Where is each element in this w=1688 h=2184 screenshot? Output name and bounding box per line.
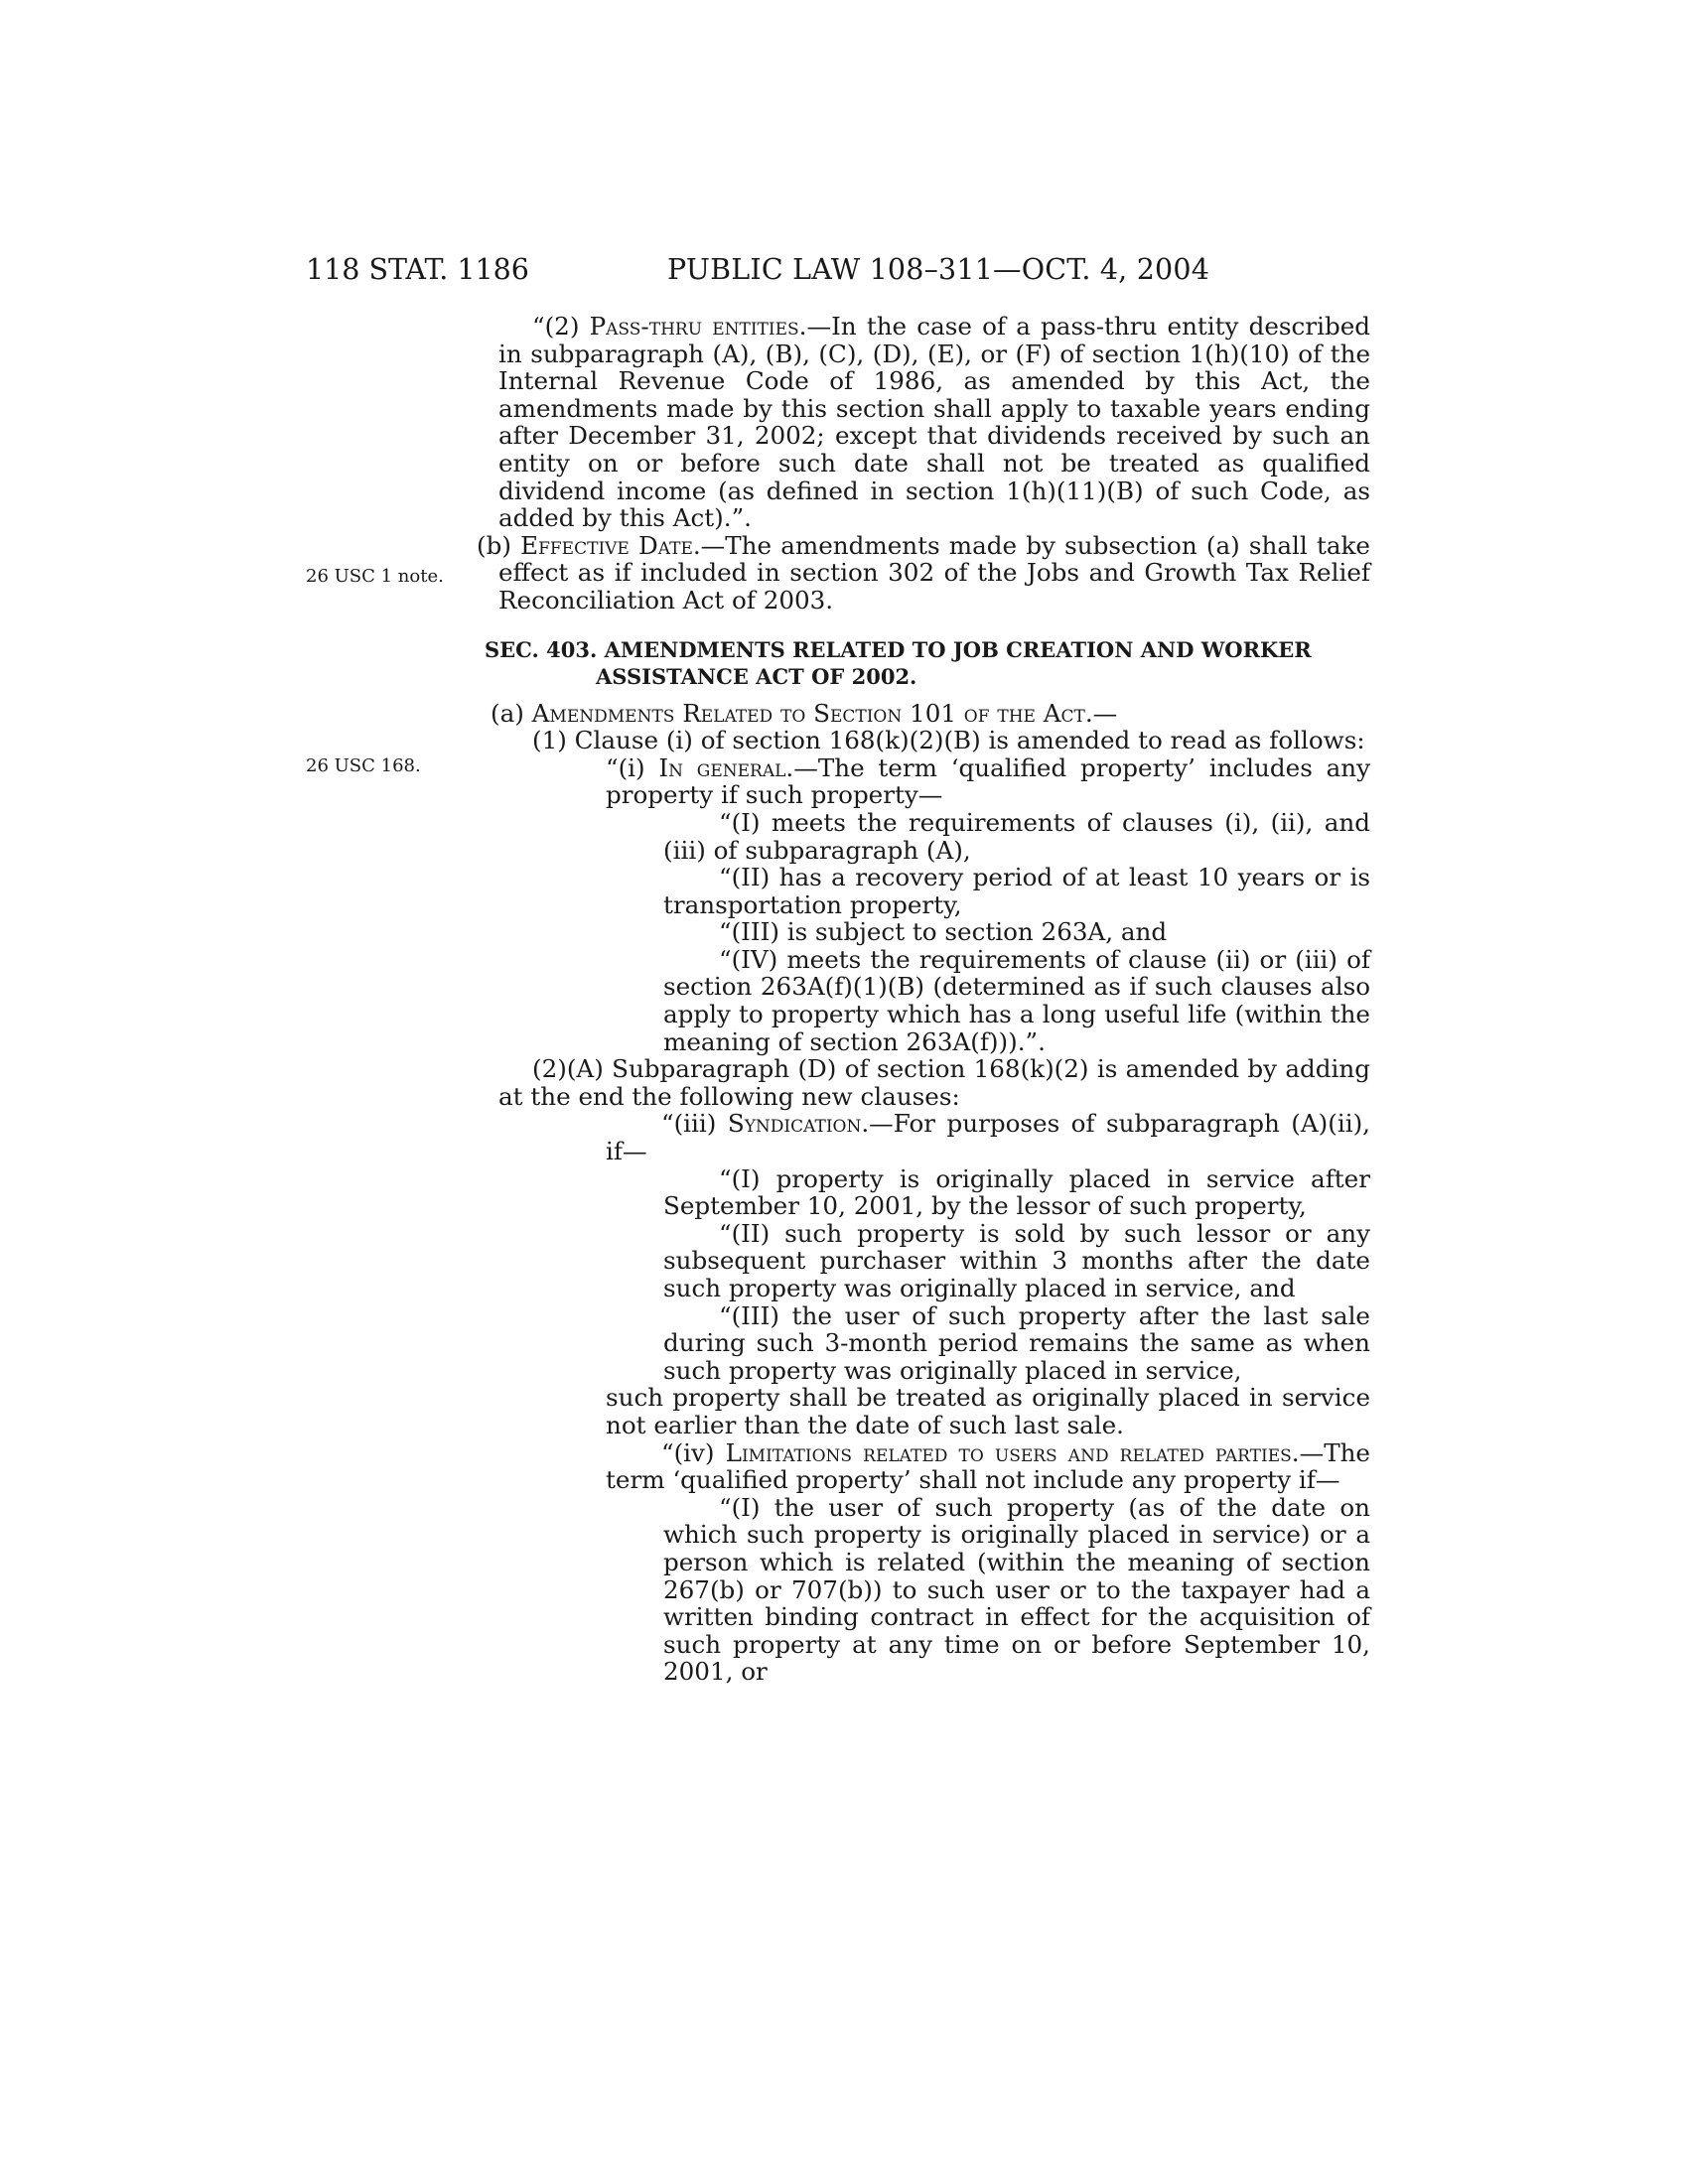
paragraph-pass-thru-entities	[498, 313, 1370, 532]
para-lead: “(2)	[532, 312, 590, 341]
syndication-subclause-II: “(II) such property is sold by such lessor or any subsequent purchaser within 3 months after the date such property was originally placed in service, and	[663, 1218, 1370, 1302]
paragraph-effective-date	[477, 532, 1370, 614]
syndication-subclause-I: “(I) property is originally placed in service after September 10, 2001, by the lessor of such property,	[663, 1163, 1370, 1221]
para-lead: “(iii)	[661, 1109, 728, 1139]
para-text: .—The amendments made by subsection (a) shall take effect as if included in section 302 of the Jobs and Growth Tax Relief Reconciliation Act of 2003.	[498, 530, 1370, 614]
margin-note-usc-168: 26 USC 168.	[306, 755, 421, 776]
para-text: .—	[1084, 698, 1118, 728]
para-heading: Pass-thru entities	[589, 312, 799, 341]
clause-i-in-general	[498, 754, 1370, 809]
statute-page-number: 118 STAT. 1186	[306, 253, 529, 286]
para-lead: “(iv)	[661, 1437, 726, 1467]
para-lead: (a)	[491, 698, 532, 728]
syndication-flush-text: such property shall be treated as originally placed in service not earlier than the date of such last sale.	[606, 1383, 1370, 1439]
margin-note-usc-1: 26 USC 1 note.	[306, 566, 444, 587]
para-heading: Effective Date	[520, 530, 693, 560]
subclause-IV: “(IV) meets the requirements of clause (ii) or (iii) of section 263A(f)(1)(B) (determined as if such clauses also apply to property which has a long useful life (within the meaning of section 263A(f))).”.	[663, 944, 1370, 1056]
para-heading: Amendments Related to Section 101 of the Act	[531, 698, 1085, 728]
para-lead: (b)	[477, 530, 521, 560]
syndication-subclause-III: “(III) the user of such property after the last sale during such 3-month period remains the same as when such property was originally placed in service,	[663, 1300, 1370, 1385]
document-body	[477, 312, 1370, 1687]
subclause-II: “(II) has a recovery period of at least 10 years or is transportation property,	[663, 863, 1370, 919]
para-heading: In general	[658, 752, 786, 782]
para-heading: Limitations related to users and related parties	[725, 1437, 1292, 1467]
section-heading	[485, 636, 1370, 690]
paragraph-clause-1: (1) Clause (i) of section 168(k)(2)(B) is amended to read as follows:	[532, 726, 1365, 755]
paragraph-2A: (2)(A) Subparagraph (D) of section 168(k)(2) is amended by adding at the end the following new clauses:	[498, 1054, 1370, 1111]
limitations-subclause-I: “(I) the user of such property (as of the date on which such property is originally placed in service) or a person which is related (within the meaning of section 267(b) or 707(b)) to such user or to the taxpayer had a written binding contract in effect for the acquisition of such property at any time on or before September 10, 2001, or	[663, 1492, 1370, 1687]
para-heading: Syndication	[727, 1109, 862, 1139]
clause-iii-syndication	[498, 1110, 1370, 1164]
para-text: .—In the case of a pass-thru entity described in subparagraph (A), (B), (C), (D), (E), or (F) of section 1(h)(10) of the Internal Revenue Code of 1986, as amended by this Act, the amendments made by this section shall apply to taxable years ending after December 31, 2002; except that dividends received by such an entity on or before such date shall not be treated as qualified dividend income (as defined in section 1(h)(11)(B) of such Code, as added by this Act).”.	[498, 312, 1370, 533]
para-text: .—The term ‘qualified property’ includes any property if such property—	[606, 752, 1370, 810]
subclause-III: “(III) is subject to section 263A, and	[719, 917, 1168, 947]
running-head	[306, 250, 1378, 290]
clause-iv-limitations	[498, 1439, 1370, 1494]
para-text: .—For purposes of subparagraph (A)(ii), if—	[606, 1109, 1370, 1166]
para-lead: “(i)	[606, 752, 659, 782]
section-title-line2: ASSISTANCE ACT OF 2002.	[596, 663, 917, 689]
subsection-a-heading	[491, 698, 1370, 728]
para-text: .—The term ‘qualified property’ shall not include any property if—	[606, 1437, 1370, 1495]
section-title-line1: SEC. 403. AMENDMENTS RELATED TO JOB CREATION AND WORKER	[485, 636, 1312, 662]
public-law-title: PUBLIC LAW 108–311—OCT. 4, 2004	[667, 253, 1210, 286]
subclause-I: “(I) meets the requirements of clauses (i), (ii), and (iii) of subparagraph (A),	[663, 807, 1370, 865]
